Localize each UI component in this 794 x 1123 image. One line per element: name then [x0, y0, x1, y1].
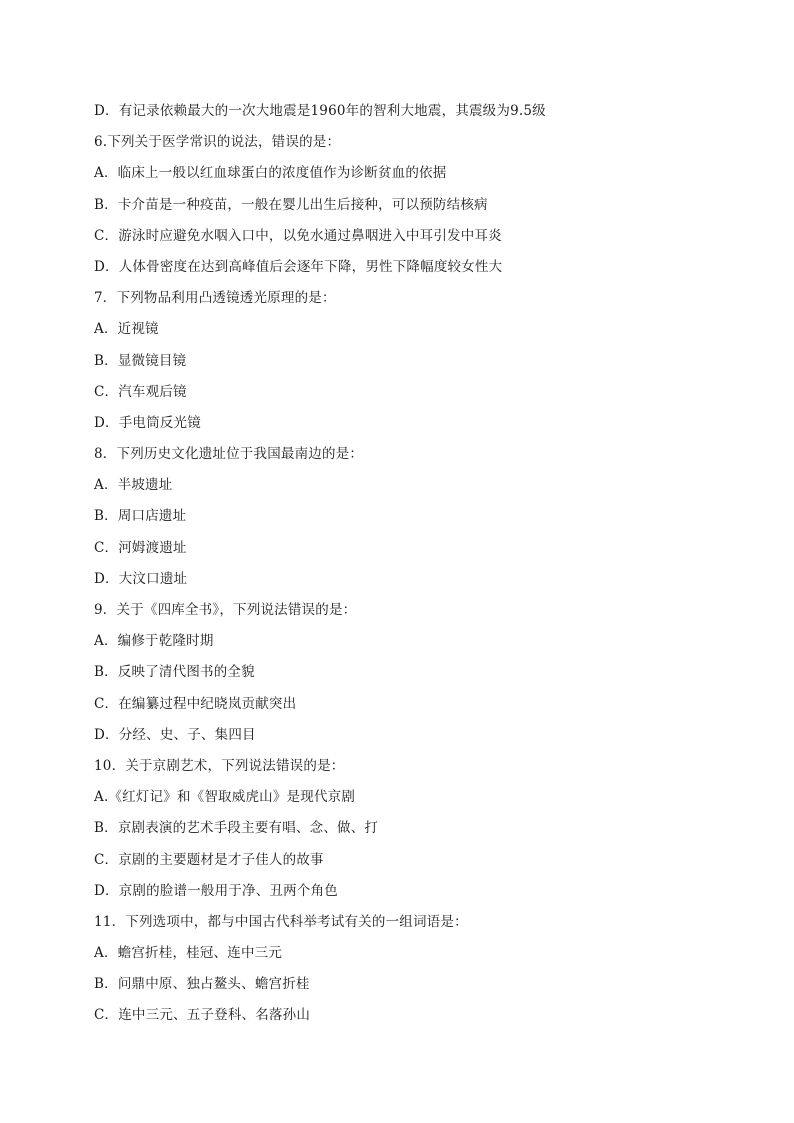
- question-stem: 8．下列历史文化遗址位于我国最南边的是：: [94, 446, 364, 463]
- answer-option: D．手电筒反光镜: [94, 414, 201, 431]
- answer-option: C．京剧的主要题材是才子佳人的故事: [94, 851, 324, 868]
- answer-option: D．京剧的脸谱一般用于净、丑两个角色: [94, 882, 338, 899]
- answer-option: C．连中三元、五子登科、名落孙山: [94, 1007, 311, 1024]
- answer-option: C．河姆渡遗址: [94, 539, 187, 556]
- answer-option: D．人体骨密度在达到高峰值后会逐年下降，男性下降幅度较女性大: [94, 258, 503, 275]
- answer-option: D．有记录依赖最大的一次大地震是1960年的智利大地震，其震级为9.5级: [94, 103, 546, 119]
- answer-option: A.《红灯记》和《智取威虎山》是现代京剧: [94, 789, 356, 806]
- question-stem: 6.下列关于医学常识的说法，错误的是：: [94, 134, 341, 151]
- answer-option: C．汽车观后镜: [94, 383, 187, 400]
- question-stem: 7．下列物品利用凸透镜透光原理的是：: [94, 290, 336, 307]
- question-stem: 11．下列选项中，都与中国古代科举考试有关的一组词语是：: [94, 913, 468, 930]
- answer-option: B．京剧表演的艺术手段主要有唱、念、做、打: [94, 820, 379, 837]
- answer-option: C．游泳时应避免水咽入口中，以免水通过鼻咽进入中耳引发中耳炎: [94, 227, 502, 244]
- answer-option: B．周口店遗址: [94, 508, 187, 525]
- answer-option: B．问鼎中原、独占鳌头、蟾宫折桂: [94, 976, 310, 993]
- answer-option: B．卡介苗是一种疫苗，一般在婴儿出生后接种，可以预防结核病: [94, 196, 488, 213]
- answer-option: D．分经、史、子、集四目: [94, 726, 256, 743]
- answer-option: D．大汶口遗址: [94, 570, 188, 587]
- answer-option: A．蟾宫折桂，桂冠、连中三元: [94, 945, 283, 962]
- answer-option: A．临床上一般以红血球蛋白的浓度值作为诊断贫血的依据: [94, 165, 447, 182]
- document-body: [94, 100, 714, 1036]
- answer-option: C．在编纂过程中纪晓岚贡献突出: [94, 695, 297, 712]
- question-stem: 10．关于京剧艺术，下列说法错误的是：: [94, 757, 345, 774]
- answer-option: A．近视镜: [94, 321, 159, 338]
- answer-option: A．编修于乾隆时期: [94, 633, 214, 650]
- answer-option: A．半坡遗址: [94, 477, 173, 494]
- question-stem: 9．关于《四库全书》，下列说法错误的是：: [94, 602, 357, 618]
- answer-option: B．反映了清代图书的全貌: [94, 664, 255, 681]
- answer-option: B．显微镜目镜: [94, 352, 187, 369]
